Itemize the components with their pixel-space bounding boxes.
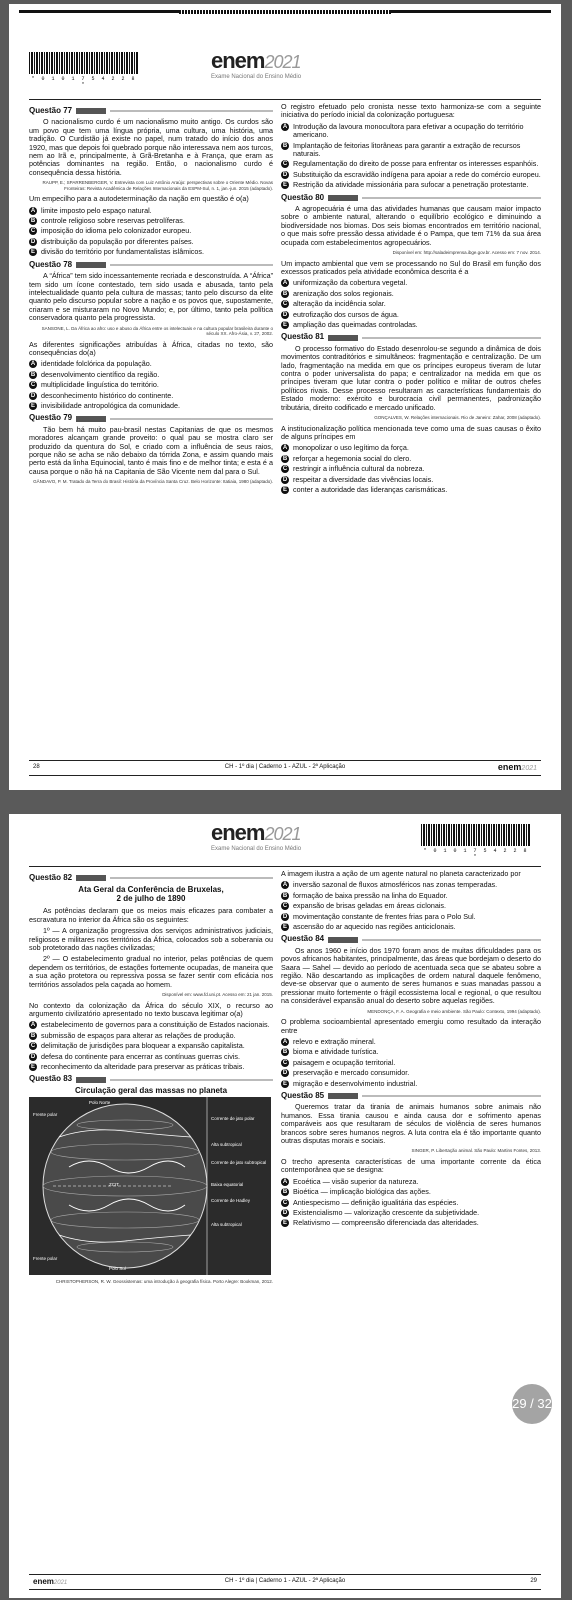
option-letter-icon: B [30, 1032, 36, 1039]
question-81-options [281, 444, 541, 494]
option-letter-icon: A [282, 1178, 288, 1185]
question-78-options [29, 360, 273, 410]
option-letter-icon: B [282, 892, 288, 899]
question-80-options [281, 279, 541, 329]
answer-option[interactable] [281, 1069, 541, 1077]
question-83-source: CHRISTOPHERSON, R. W. Geossistemas: uma introdução à geografia física. Porto Alegre: Bookman, 2012. [55, 1279, 273, 1285]
option-letter-icon: C [282, 161, 288, 168]
answer-option[interactable] [281, 142, 541, 159]
left-column [29, 870, 273, 1289]
option-text: estabelecimento de governos para a constituição de Estados nacionais. [41, 1020, 270, 1030]
option-text: bioma e atividade turística. [293, 1047, 379, 1057]
option-text: invisibilidade antropológica da comunidade. [41, 400, 181, 410]
question-81-heading: Questão 81 [281, 333, 541, 341]
answer-option[interactable] [281, 476, 541, 484]
option-letter-icon: D [282, 311, 288, 318]
answer-option[interactable] [281, 881, 541, 889]
question-82-options [29, 1021, 273, 1071]
question-82-date: 2 de julho de 1890 [116, 894, 186, 904]
question-82-heading: Questão 82 [29, 874, 273, 882]
atmospheric-circulation-figure [29, 1097, 271, 1275]
question-78-text: A “África” tem sido incessantemente recriada e desconstruída. A “África” tem sido um ícone contestado, tem sido usada e abusada, tanto pela intelectualidade quanto pela cultura de massas; tanto pelo discurso da elite quanto pelo discurso popular sobre a nação e os povos que, supostamente, criaram e se misturaram no Novo Mundo; e, por último, tanto pela política conservadora quanto pela progressista. [29, 271, 273, 323]
barcode-image [421, 824, 531, 846]
option-text: Introdução da lavoura monocultora para efetivar a ocupação do território americano. [293, 121, 524, 140]
question-84-text: Os anos 1960 e início dos 1970 foram anos de muitas dificuldades para os povos africanos habitantes, principalmente, das áreas que bordejam o deserto do Saara — Sahel — devido ao período de acentuada seca que se abateu sobre a região. Não descartando as implicações de ordem natural daquele fenômeno, deve-se observar que o aumento de seres humanos e suas manadas passou a pressionar muito fortemente o frágil ecossistema local e regional, o que resultou na considerável expansão anual do deserto sobre aquelas regiões. [281, 945, 541, 1006]
question-80-source: Disponível em: http://saladeimprensa.ibge.gov.br. Acesso em: 7 nov. 2014. [392, 250, 541, 256]
option-letter-icon: A [282, 280, 288, 287]
option-text: delimitação de jurisdições para bloquear a expansão capitalista. [41, 1041, 245, 1051]
option-text: alteração da incidência solar. [293, 299, 386, 309]
question-79-heading: Questão 79 [29, 414, 273, 422]
option-letter-icon: D [30, 392, 36, 399]
page-29 [9, 814, 561, 1598]
question-78-heading: Questão 78 [29, 261, 273, 269]
option-text: limite imposto pelo espaço natural. [41, 205, 152, 215]
question-78-prompt: As diferentes significações atribuídas à África, citadas no texto, são consequências do(a) [29, 339, 273, 357]
option-text: Implantação de feitorias litorâneas para garantir a extração de recursos naturais. [293, 140, 521, 159]
top-strip [19, 10, 551, 23]
question-79-source: GÂNDAVO, P. M. Tratado da Terra do Brasil: História da Província Santa Cruz. Belo Horizonte: Itatiaia, 1980 (adaptado). [33, 479, 273, 485]
option-letter-icon: E [282, 182, 287, 189]
map-label: Polo Sul [109, 1266, 126, 1272]
question-77-options [29, 207, 273, 257]
left-column [29, 103, 273, 489]
footer-enem-logo: enem2021 [33, 1577, 68, 1586]
footer-text: CH - 1º dia | Caderno 1 - AZUL - 2ª Aplicação [224, 764, 346, 770]
brand-subtitle: Exame Nacional do Ensino Médio [211, 74, 302, 80]
answer-option[interactable] [29, 402, 273, 410]
option-text: expansão de brisas geladas em áreas ciclonais. [293, 901, 447, 911]
enem-logo: enem2021 [211, 820, 301, 845]
footer-text: CH - 1º dia | Caderno 1 - AZUL - 2ª Aplicação [224, 1578, 346, 1584]
map-label: Alta subtropical [211, 1222, 242, 1228]
enem-tag-icon [328, 195, 358, 201]
option-text: Ecoética — visão superior da natureza. [293, 1176, 419, 1186]
option-letter-icon: E [282, 1080, 287, 1087]
option-text: multiplicidade linguística do território. [41, 380, 159, 390]
question-81-text: O processo formativo do Estado desenrolou-se segundo a dinâmica de dois movimentos contraditórios e simultâneos: fragmentação e centralização. De um lado, fragmentação na medida em que os príncipes europeus tiveram de lutar contra o poder universalista do papa; e centralizador na medida em que os príncipes tiveram que lutar contra o poder político e militar de outros chefes políticos rivais. Desse processo resultaram as características fundamentais do Estado moderno: exército e burocracia civil permanentes, padronização tributária, direito codificado e mercado unificado. [281, 343, 541, 412]
question-79-text: Tão bem há muito pau-brasil nestas Capitanias de que os mesmos moradores alcançam grande proveito: o qual pau se mostra claro ser produzido da quentura do Sol, e criado com a influência de seus raios, porque não se acha se não debaixo da tórrida Zona, e assim quando mais perto está da linha Equinocial, tanto é mais fino e de melhor tinta; e esta é a causa porque o não há na Capitania de São Vicente nem dal para o Sul. [29, 424, 273, 476]
option-letter-icon: C [30, 1043, 36, 1050]
barcode-digits: * 0 1 0 1 7 5 4 2 2 8 * [423, 848, 529, 860]
answer-option[interactable] [281, 465, 541, 473]
answer-option[interactable] [281, 1048, 541, 1056]
enem-tag-icon [328, 937, 358, 943]
answer-option[interactable] [281, 300, 541, 308]
map-label: Corrente de Hadley [211, 1198, 251, 1204]
answer-option[interactable] [29, 371, 273, 379]
option-text: reforçar a hegemonia social do clero. [293, 453, 412, 463]
option-text: controle religioso sobre reservas petrolíferas. [41, 216, 185, 226]
answer-option[interactable] [281, 1188, 541, 1196]
option-letter-icon: C [282, 1059, 288, 1066]
question-80-heading: Questão 80 [281, 194, 541, 202]
option-text: Antiespecismo — definição igualitária das espécies. [293, 1197, 459, 1207]
option-letter-icon: E [282, 1220, 287, 1227]
enem-tag-icon [76, 875, 106, 881]
answer-option[interactable] [281, 1178, 541, 1186]
answer-option[interactable] [281, 1209, 541, 1217]
option-letter-icon: B [282, 455, 288, 462]
page-footer [29, 1574, 541, 1590]
answer-option[interactable] [281, 290, 541, 298]
answer-option[interactable] [281, 1199, 541, 1207]
option-text: preservação e mercado consumidor. [293, 1068, 410, 1078]
brand-subtitle: Exame Nacional do Ensino Médio [211, 846, 302, 852]
header-rule [29, 866, 541, 867]
option-letter-icon: A [282, 123, 288, 130]
option-text: desenvolvimento científico da região. [41, 369, 160, 379]
option-text: monopolizar o uso legítimo da força. [293, 443, 409, 453]
question-84-heading: Questão 84 [281, 935, 541, 943]
map-label: Corrente de jato polar [211, 1116, 255, 1122]
answer-option[interactable] [29, 360, 273, 368]
answer-option[interactable] [281, 923, 541, 931]
option-text: ascensão do ar aquecido nas regiões anticiclonais. [293, 922, 456, 932]
option-text: Relativismo — compreensão diferenciada das alteridades. [293, 1218, 479, 1228]
question-82-source: Disponível em: www.fd.uni.pt. Acesso em: 21 jan. 2015. [162, 992, 273, 998]
answer-option[interactable] [29, 217, 273, 225]
question-80-text: A agropecuária é uma das atividades humanas que causam maior impacto sobre o ambiente natural, alterando o equilíbrio ecológico e diminuindo a biodiversidade nos biomas. Dos seis biomas encontrados em território nacional, o que mais sofre pressão dessa atividade é o Pampa, que tem 71% da sua área ocupada com estabelecimentos agropecuários. [281, 204, 541, 247]
option-letter-icon: B [282, 1189, 288, 1196]
answer-option[interactable] [281, 1219, 541, 1227]
question-85-source: SINGER, P. Libertação animal. São Paulo: Martins Fontes, 2013. [411, 1148, 541, 1154]
option-letter-icon: D [282, 476, 288, 483]
question-79-options [281, 123, 541, 190]
option-letter-icon: E [30, 402, 35, 409]
option-letter-icon: C [282, 466, 288, 473]
answer-option[interactable] [29, 1042, 273, 1050]
answer-option[interactable] [281, 486, 541, 494]
option-letter-icon: B [30, 218, 36, 225]
map-label: Alta subtropical [211, 1142, 242, 1148]
answer-option[interactable] [29, 238, 273, 246]
answer-option[interactable] [29, 1053, 273, 1061]
answer-option[interactable] [29, 207, 273, 215]
option-text: imposição do idioma pelo colonizador europeu. [41, 226, 192, 236]
map-label: Frente polar [33, 1256, 58, 1262]
enem-tag-icon [76, 262, 106, 268]
answer-option[interactable] [281, 455, 541, 463]
question-84-source: MENDONÇA, F. A. Geografia e meio ambiente. São Paulo: Contexto, 1994 (adaptado). [367, 1008, 541, 1014]
option-letter-icon: E [282, 924, 287, 931]
answer-option[interactable] [281, 1059, 541, 1067]
option-letter-icon: B [282, 1049, 288, 1056]
option-letter-icon: D [30, 1053, 36, 1060]
question-77-prompt: Um empecilho para a autodeterminação da nação em questão é o(a) [29, 194, 249, 204]
enem-tag-icon [76, 416, 106, 422]
question-82-text-3: 2º — O estabelecimento gradual no interior, pelas potências de quem dependem os territórios, de estações fortemente ocupadas, de maneira que a sua ação protetora ou repressiva possa se fazer sentir com eficácia nos territórios assolados pela caçada ao homem. [29, 954, 273, 989]
option-text: distribuição da população por diferentes países. [41, 236, 194, 246]
question-77-source: RAUPP, E.; SPARRENBERGER, V. Entrevista com Luiz Antônio Araújo: perspectivas sobre o Oriente Médio. Novas Fronteiras: Revista Acadêmica de Relações Internacionais da ESPM-Sul, n. 1, jan.-jun. 2015 (adaptado). [42, 180, 273, 191]
option-letter-icon: E [282, 322, 287, 329]
answer-option[interactable] [281, 123, 541, 140]
option-letter-icon: A [282, 445, 288, 452]
question-80-prompt: Um impacto ambiental que vem se processando no Sul do Brasil em função dos excessos praticados pela atividade econômica descrita é a [281, 258, 541, 276]
header-rule [29, 99, 541, 100]
option-letter-icon: A [282, 1039, 288, 1045]
option-letter-icon: D [282, 913, 288, 920]
page-footer [29, 760, 541, 776]
answer-option[interactable] [281, 1038, 541, 1046]
barcode-digits: * 0 1 0 1 7 5 4 2 2 8 * [31, 76, 137, 88]
page-28 [9, 4, 561, 790]
option-text: Regulamentação do direito de posse para enfrentar os interesses espanhóis. [293, 159, 539, 169]
question-81-prompt: A institucionalização política mencionada teve como uma de suas causas o êxito de alguns príncipes em [281, 423, 541, 441]
answer-option[interactable] [281, 311, 541, 319]
page-counter-badge[interactable]: 29 / 32 [512, 1384, 552, 1424]
option-text: paisagem e ocupação territorial. [293, 1057, 396, 1067]
question-83-heading: Questão 83 [29, 1075, 273, 1083]
answer-option[interactable] [29, 1063, 273, 1071]
option-letter-icon: A [30, 361, 36, 368]
answer-option[interactable] [281, 913, 541, 921]
question-85-options [281, 1178, 541, 1228]
option-letter-icon: C [282, 903, 288, 910]
option-text: inversão sazonal de fluxos atmosféricos nas zonas temperadas. [293, 880, 498, 890]
option-text: identidade folclórica da população. [41, 359, 152, 369]
page-header [9, 816, 561, 866]
enem-tag-icon [76, 108, 106, 114]
question-77-heading: Questão 77 [29, 107, 273, 115]
question-83-title: Circulação geral das massas no planeta [74, 1085, 228, 1095]
enem-tag-icon [328, 1093, 358, 1099]
option-text: formação de baixa pressão na linha do Equador. [293, 890, 448, 900]
option-letter-icon: C [282, 1199, 288, 1206]
option-text: arenização dos solos regionais. [293, 288, 394, 298]
answer-option[interactable] [281, 1080, 541, 1088]
option-letter-icon: C [30, 228, 36, 235]
answer-option[interactable] [281, 181, 541, 189]
answer-option[interactable] [281, 444, 541, 452]
option-text: relevo e extração mineral. [293, 1037, 376, 1046]
question-85-prompt: O trecho apresenta características de uma importante corrente da ética contemporânea que se designa: [281, 1156, 541, 1175]
question-81-source: GONÇALVES, W. Relações internacionais. Rio de Janeiro: Zahar, 2008 (adaptado). [374, 415, 541, 421]
question-82-prompt: No contexto da colonização da África do século XIX, o recurso ao argumento civilizatório apresentado no texto buscava legitimar o(a) [29, 1000, 273, 1018]
answer-option[interactable] [281, 892, 541, 900]
question-79-prompt: O registro efetuado pelo cronista nesse texto harmoniza-se com a seguinte iniciativa do período inicial da colonização portuguesa: [281, 102, 541, 120]
option-letter-icon: A [30, 207, 36, 214]
answer-option[interactable] [29, 227, 273, 235]
option-text: respeitar a diversidade das vivências locais. [293, 474, 434, 484]
question-82-text-1: As potências declaram que os meios mais eficazes para combater a escravatura no interior da África são os seguintes: [29, 906, 273, 924]
answer-option[interactable] [29, 1021, 273, 1029]
option-text: Existencialismo — valorização crescente da subjetividade. [293, 1208, 480, 1217]
option-letter-icon: C [282, 301, 288, 308]
option-text: desconhecimento histórico do continente. [41, 390, 174, 400]
map-label: Baixa equatorial [211, 1182, 244, 1188]
option-text: submissão de espaços para alterar as relações de produção. [41, 1030, 236, 1040]
barcode-image [29, 52, 139, 74]
question-82-title: Ata Geral da Conferência de Bruxelas, [78, 885, 224, 895]
option-letter-icon: A [282, 882, 288, 889]
enem-logo: enem2021 [211, 48, 301, 73]
option-letter-icon: C [30, 382, 36, 389]
option-letter-icon: D [30, 238, 36, 245]
option-text: eutrofização dos cursos de água. [293, 309, 399, 319]
map-label: Polo Norte [89, 1100, 111, 1106]
option-letter-icon: E [30, 1064, 35, 1070]
option-text: migração e desenvolvimento industrial. [293, 1078, 418, 1088]
map-label: Corrente de jato subtropical [211, 1160, 267, 1166]
option-text: defesa do continente para encerrar as contínuas guerras civis. [41, 1051, 240, 1061]
page-number: 29 [530, 1578, 537, 1584]
answer-option[interactable] [281, 279, 541, 287]
option-text: restringir a influência cultural da nobreza. [293, 464, 425, 474]
question-83-options [281, 881, 541, 931]
option-text: ampliação das queimadas controladas. [293, 320, 418, 330]
answer-option[interactable] [29, 381, 273, 389]
option-text: Restrição da atividade missionária para sufocar a penetração protestante. [293, 180, 529, 190]
option-letter-icon: D [282, 1070, 288, 1077]
option-letter-icon: D [282, 171, 288, 178]
enem-tag-icon [328, 335, 358, 341]
right-column [281, 870, 541, 1230]
option-letter-icon: B [30, 371, 36, 378]
option-text: Substituição da escravidão indígena para apoiar a rede do comércio europeu. [293, 169, 541, 179]
question-82-text-2: 1º — A organização progressiva dos serviços administrativos judiciais, religiosos e militares nos territórios da África, colocados sob a soberania ou sob protetorado das nações civilizadas; [29, 926, 273, 953]
question-84-options [281, 1038, 541, 1088]
page-header [9, 44, 561, 94]
answer-option[interactable] [281, 321, 541, 329]
answer-option[interactable] [29, 1032, 273, 1040]
right-column [281, 103, 541, 496]
footer-enem-logo: enem2021 [497, 762, 537, 772]
answer-option[interactable] [281, 160, 541, 168]
option-letter-icon: D [282, 1210, 288, 1216]
question-85-heading: Questão 85 [281, 1092, 541, 1100]
option-letter-icon: E [30, 249, 35, 256]
option-text: uniformização da cobertura vegetal. [293, 278, 408, 288]
option-letter-icon: B [282, 290, 288, 297]
question-78-source: SANSONE, L. Da África ao afro: uso e abuso da África entre os intelectuais e na cultura popular brasileira durante o século XX. Afro-Ásia, v. 27, 2002. [41, 325, 273, 337]
question-83-prompt: A imagem ilustra a ação de um agente natural no planeta caracterizado por [281, 869, 521, 878]
map-label: ZCIT [109, 1182, 119, 1188]
option-text: divisão do território por fundamentalistas islâmicos. [41, 247, 204, 257]
option-letter-icon: B [282, 142, 288, 149]
enem-tag-icon [76, 1077, 106, 1083]
option-text: reconhecimento da alteridade para preservar as práticas tribais. [41, 1062, 245, 1071]
page-number: 28 [33, 764, 40, 770]
answer-option[interactable] [29, 392, 273, 400]
answer-option[interactable] [281, 171, 541, 179]
option-letter-icon: A [30, 1022, 36, 1029]
answer-option[interactable] [29, 248, 273, 256]
option-text: conter a autoridade das lideranças carismáticas. [293, 485, 448, 495]
question-84-prompt: O problema socioambiental apresentado emergiu como resultado da interação entre [281, 1017, 541, 1035]
question-85-text: Queremos tratar da tirania de animais humanos sobre animais não humanos. Essa tirania causou e ainda causa dor e sofrimento apenas comparáveis aos que resultaram de séculos de violência de seres humanos brancos sobre seres humanos negros. A luta contra ela é tão importante quanto outras disputas morais e sociais. [281, 1102, 541, 1146]
map-label: Frente polar [33, 1112, 58, 1118]
option-text: Bioética — implicação biológica das ações. [293, 1187, 431, 1197]
answer-option[interactable] [281, 902, 541, 910]
question-77-text: O nacionalismo curdo é um nacionalismo muito antigo. Os curdos são um povo que tem uma língua própria, uma cultura, uma história, uma tradição. O Curdistão já existe no papel, num tratado do início dos anos 1920, mas que depois foi quebrado porque não interessava nem aos turcos, nem ao Irã e, principalmente, à Grã-Bretanha e à França, que eram as potências dominantes na região. Então, o nacionalismo curdo é consequência dessa história. [29, 117, 273, 177]
option-text: movimentação constante de frentes frias para o Polo Sul. [293, 911, 476, 921]
option-letter-icon: E [282, 487, 287, 494]
